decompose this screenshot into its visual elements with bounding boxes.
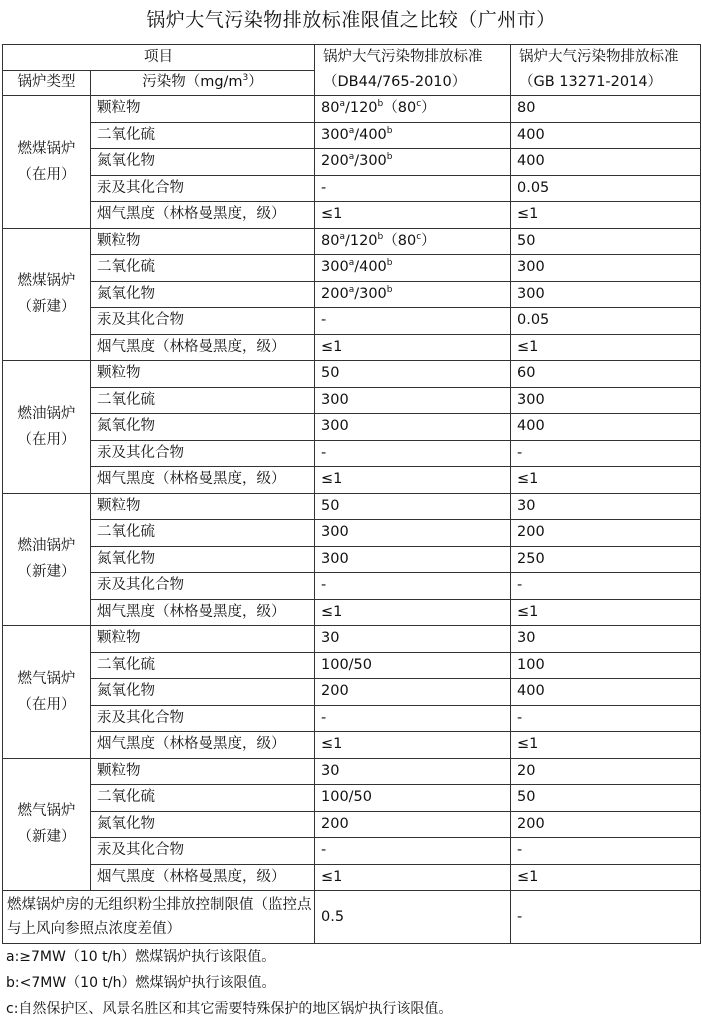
- boiler-type-name: 燃油锅炉: [17, 405, 76, 422]
- boiler-type-header: 锅炉类型: [3, 70, 91, 96]
- national-limit-cell: 300: [511, 255, 701, 282]
- national-limit-cell: 80: [511, 96, 701, 123]
- national-limit-cell: ≤1: [511, 202, 701, 229]
- national-limit-cell: ≤1: [511, 864, 701, 891]
- table-row: [3, 467, 701, 494]
- national-limit-cell: -: [511, 705, 701, 732]
- national-limit-cell: ≤1: [511, 599, 701, 626]
- local-limit-cell: [315, 599, 511, 626]
- table-row: [3, 202, 701, 229]
- table-row: [3, 705, 701, 732]
- local-limit-cell: [315, 864, 511, 891]
- table-row: [3, 679, 701, 706]
- pollutant-header: [91, 70, 315, 96]
- local-limit-cell: [315, 361, 511, 388]
- pollutant-cell: 汞及其化合物: [91, 308, 315, 335]
- limit-value-part: 200: [321, 683, 349, 700]
- boiler-type-name: 燃煤锅炉: [17, 140, 76, 157]
- pollutant-header-end: ）: [248, 74, 263, 91]
- local-limit-cell: [315, 838, 511, 865]
- local-limit-cell: [315, 467, 511, 494]
- local-limit-cell: [315, 255, 511, 282]
- local-limit-cell: [315, 785, 511, 812]
- footnote-marker: a: [348, 284, 355, 295]
- limit-value-part: ≤1: [321, 736, 343, 753]
- national-limit-cell: 50: [511, 785, 701, 812]
- local-limit-cell: [315, 387, 511, 414]
- national-limit-cell: 50: [511, 228, 701, 255]
- pollutant-cell: 氮氧化物: [91, 414, 315, 441]
- boiler-type-status: （在用）: [17, 696, 76, 713]
- boiler-type-name: 燃油锅炉: [17, 538, 76, 555]
- local-limit-cell: [315, 758, 511, 785]
- limit-value-part: /300: [354, 153, 387, 170]
- table-row: [3, 255, 701, 282]
- national-limit-cell: 400: [511, 122, 701, 149]
- boiler-type-cell: [3, 228, 91, 361]
- national-limit-cell: 100: [511, 652, 701, 679]
- table-row: [3, 599, 701, 626]
- pollutant-cell: 烟气黑度（林格曼黑度，级）: [91, 864, 315, 891]
- boiler-type-status: （新建）: [17, 564, 76, 581]
- national-limit-cell: -: [511, 440, 701, 467]
- limit-value-part: 300: [321, 418, 349, 435]
- local-limit-cell: [315, 626, 511, 653]
- pollutant-cell: 烟气黑度（林格曼黑度，级）: [91, 599, 315, 626]
- limit-value-part: /400: [354, 259, 387, 276]
- table-row: [3, 520, 701, 547]
- local-limit-cell: [315, 732, 511, 759]
- boiler-type-cell: [3, 96, 91, 229]
- limit-value-part: 100/50: [321, 789, 373, 806]
- table-row: [3, 546, 701, 573]
- pollutant-cell: 汞及其化合物: [91, 440, 315, 467]
- table-row: [3, 387, 701, 414]
- pollutant-cell: 氮氧化物: [91, 811, 315, 838]
- limit-value-part: 300: [321, 259, 349, 276]
- local-standard-header: 锅炉大气污染物排放标准（DB44/765-2010）: [315, 45, 511, 96]
- table-row: [3, 281, 701, 308]
- footnote-marker: b: [386, 152, 393, 163]
- boiler-type-cell: [3, 626, 91, 759]
- table-row: [3, 864, 701, 891]
- table-row: [3, 440, 701, 467]
- limit-value-part: ≤1: [321, 603, 343, 620]
- national-limit-cell: 400: [511, 414, 701, 441]
- table-row: [3, 361, 701, 388]
- pollutant-unit-sup: 3: [242, 73, 249, 84]
- pollutant-cell: 汞及其化合物: [91, 175, 315, 202]
- limit-value-part: -: [321, 179, 327, 196]
- local-limit-cell: [315, 414, 511, 441]
- boiler-type-status: （在用）: [17, 431, 76, 448]
- pollutant-cell: 颗粒物: [91, 626, 315, 653]
- footnote-a: a:≥7MW（10 t/h）燃煤锅炉执行该限值。: [6, 949, 276, 965]
- pollutant-cell: 二氧化硫: [91, 785, 315, 812]
- table-row: [3, 414, 701, 441]
- pollutant-cell: 汞及其化合物: [91, 838, 315, 865]
- pollutant-cell: 颗粒物: [91, 361, 315, 388]
- footnote-b: b:<7MW（10 t/h）燃煤锅炉执行该限值。: [6, 975, 276, 991]
- boiler-type-status: （新建）: [17, 299, 76, 316]
- national-limit-cell: 250: [511, 546, 701, 573]
- limit-value-part: （80: [383, 232, 417, 249]
- table-row: [3, 652, 701, 679]
- national-limit-cell: 200: [511, 811, 701, 838]
- national-standard-header: 锅炉大气污染物排放标准（GB 13271-2014）: [511, 45, 701, 96]
- pollutant-cell: 颗粒物: [91, 228, 315, 255]
- footnote-marker: a: [348, 152, 355, 163]
- item-header: 项目: [3, 45, 315, 71]
- limit-value-part: /300: [354, 285, 387, 302]
- pollutant-cell: 烟气黑度（林格曼黑度，级）: [91, 202, 315, 229]
- boiler-type-name: 燃气锅炉: [17, 803, 76, 820]
- limit-value-part: 300: [321, 126, 349, 143]
- table-row: [3, 758, 701, 785]
- limit-value-part: ）: [421, 232, 436, 249]
- dust-control-national: -: [511, 891, 701, 944]
- local-limit-cell: [315, 96, 511, 123]
- pollutant-cell: 颗粒物: [91, 96, 315, 123]
- local-limit-cell: [315, 573, 511, 600]
- national-limit-cell: -: [511, 838, 701, 865]
- national-limit-cell: 20: [511, 758, 701, 785]
- limit-value-part: /400: [354, 126, 387, 143]
- pollutant-cell: 颗粒物: [91, 493, 315, 520]
- limit-value-part: （80: [383, 100, 417, 117]
- local-limit-cell: [315, 679, 511, 706]
- boiler-type-cell: [3, 493, 91, 626]
- local-limit-cell: [315, 546, 511, 573]
- local-limit-cell: [315, 652, 511, 679]
- pollutant-header-text: 污染物（mg/m: [142, 74, 243, 91]
- footnote-marker: b: [386, 284, 393, 295]
- limit-value-part: 300: [321, 524, 349, 541]
- limit-value-part: 100/50: [321, 656, 373, 673]
- footnote-marker: a: [339, 231, 345, 242]
- local-limit-cell: [315, 175, 511, 202]
- local-limit-cell: [315, 202, 511, 229]
- local-limit-cell: [315, 228, 511, 255]
- limit-value-part: ≤1: [321, 471, 343, 488]
- footnote-marker: c: [416, 231, 422, 242]
- national-limit-cell: 400: [511, 679, 701, 706]
- dust-control-row: [3, 891, 701, 944]
- limit-value-part: -: [321, 842, 327, 859]
- footnote-marker: b: [377, 99, 384, 110]
- national-limit-cell: 30: [511, 493, 701, 520]
- pollutant-cell: 汞及其化合物: [91, 705, 315, 732]
- pollutant-cell: 二氧化硫: [91, 122, 315, 149]
- pollutant-cell: 颗粒物: [91, 758, 315, 785]
- table-row: [3, 228, 701, 255]
- table-row: [3, 149, 701, 176]
- limit-value-part: 300: [321, 391, 349, 408]
- national-limit-cell: 300: [511, 387, 701, 414]
- local-limit-cell: [315, 334, 511, 361]
- boiler-type-status: （新建）: [17, 829, 76, 846]
- limit-value-part: ）: [421, 100, 436, 117]
- limit-value-part: 200: [321, 153, 349, 170]
- limit-value-part: 30: [321, 630, 340, 647]
- national-limit-cell: 300: [511, 281, 701, 308]
- local-limit-cell: [315, 308, 511, 335]
- footnote-marker: a: [339, 99, 345, 110]
- table-row: [3, 811, 701, 838]
- table-row: [3, 175, 701, 202]
- comparison-table: [2, 44, 701, 944]
- limit-value-part: /120: [344, 100, 378, 117]
- footnote-marker: b: [386, 125, 393, 136]
- pollutant-cell: 二氧化硫: [91, 387, 315, 414]
- limit-value-part: 80: [321, 232, 340, 249]
- national-limit-cell: ≤1: [511, 467, 701, 494]
- pollutant-cell: 烟气黑度（林格曼黑度，级）: [91, 467, 315, 494]
- limit-value-part: 50: [321, 497, 340, 514]
- footnote-c: c:自然保护区、风景名胜区和其它需要特殊保护的地区锅炉执行该限值。: [6, 1001, 453, 1017]
- boiler-type-cell: [3, 758, 91, 891]
- dust-control-label: 燃煤锅炉房的无组织粉尘排放控制限值（监控点与上风向参照点浓度差值）: [3, 891, 315, 944]
- local-limit-cell: [315, 811, 511, 838]
- pollutant-cell: 氮氧化物: [91, 679, 315, 706]
- local-limit-cell: [315, 520, 511, 547]
- pollutant-cell: 烟气黑度（林格曼黑度，级）: [91, 334, 315, 361]
- local-limit-cell: [315, 493, 511, 520]
- table-row: [3, 573, 701, 600]
- pollutant-cell: 烟气黑度（林格曼黑度，级）: [91, 732, 315, 759]
- national-limit-cell: ≤1: [511, 732, 701, 759]
- limit-value-part: -: [321, 577, 327, 594]
- limit-value-part: ≤1: [321, 338, 343, 355]
- national-limit-cell: 0.05: [511, 175, 701, 202]
- footnote-marker: a: [348, 258, 355, 269]
- footnote-marker: c: [416, 99, 422, 110]
- boiler-type-status: （在用）: [17, 166, 76, 183]
- local-limit-cell: [315, 149, 511, 176]
- table-row: [3, 838, 701, 865]
- limit-value-part: ≤1: [321, 868, 343, 885]
- dust-control-local: 0.5: [315, 891, 511, 944]
- limit-value-part: 80: [321, 100, 340, 117]
- pollutant-cell: 汞及其化合物: [91, 573, 315, 600]
- pollutant-cell: 二氧化硫: [91, 255, 315, 282]
- limit-value-part: -: [321, 444, 327, 461]
- table-row: [3, 308, 701, 335]
- table-row: [3, 493, 701, 520]
- national-limit-cell: 0.05: [511, 308, 701, 335]
- limit-value-part: 200: [321, 285, 349, 302]
- limit-value-part: 50: [321, 365, 340, 382]
- pollutant-cell: 氮氧化物: [91, 281, 315, 308]
- limit-value-part: 200: [321, 815, 349, 832]
- page-title: 锅炉大气污染物排放标准限值之比较（广州市）: [146, 9, 556, 31]
- local-limit-cell: [315, 440, 511, 467]
- footnote-marker: b: [386, 258, 393, 269]
- national-limit-cell: 30: [511, 626, 701, 653]
- pollutant-cell: 二氧化硫: [91, 520, 315, 547]
- header-row-1: [3, 45, 701, 71]
- limit-value-part: -: [321, 312, 327, 329]
- national-limit-cell: -: [511, 573, 701, 600]
- local-limit-cell: [315, 122, 511, 149]
- national-limit-cell: ≤1: [511, 334, 701, 361]
- local-limit-cell: [315, 281, 511, 308]
- limit-value-part: ≤1: [321, 206, 343, 223]
- table-row: [3, 96, 701, 123]
- pollutant-cell: 氮氧化物: [91, 546, 315, 573]
- table-row: [3, 626, 701, 653]
- national-limit-cell: 400: [511, 149, 701, 176]
- footnote-marker: b: [377, 231, 384, 242]
- local-limit-cell: [315, 705, 511, 732]
- table-row: [3, 785, 701, 812]
- footnotes: [6, 944, 698, 1022]
- boiler-type-name: 燃气锅炉: [17, 670, 76, 687]
- limit-value-part: -: [321, 709, 327, 726]
- limit-value-part: /120: [344, 232, 378, 249]
- footnote-marker: a: [348, 125, 355, 136]
- pollutant-cell: 氮氧化物: [91, 149, 315, 176]
- national-limit-cell: 60: [511, 361, 701, 388]
- table-row: [3, 732, 701, 759]
- table-row: [3, 122, 701, 149]
- pollutant-cell: 二氧化硫: [91, 652, 315, 679]
- limit-value-part: 300: [321, 550, 349, 567]
- limit-value-part: 30: [321, 762, 340, 779]
- boiler-type-cell: [3, 361, 91, 494]
- boiler-type-name: 燃煤锅炉: [17, 273, 76, 290]
- table-row: [3, 334, 701, 361]
- national-limit-cell: 200: [511, 520, 701, 547]
